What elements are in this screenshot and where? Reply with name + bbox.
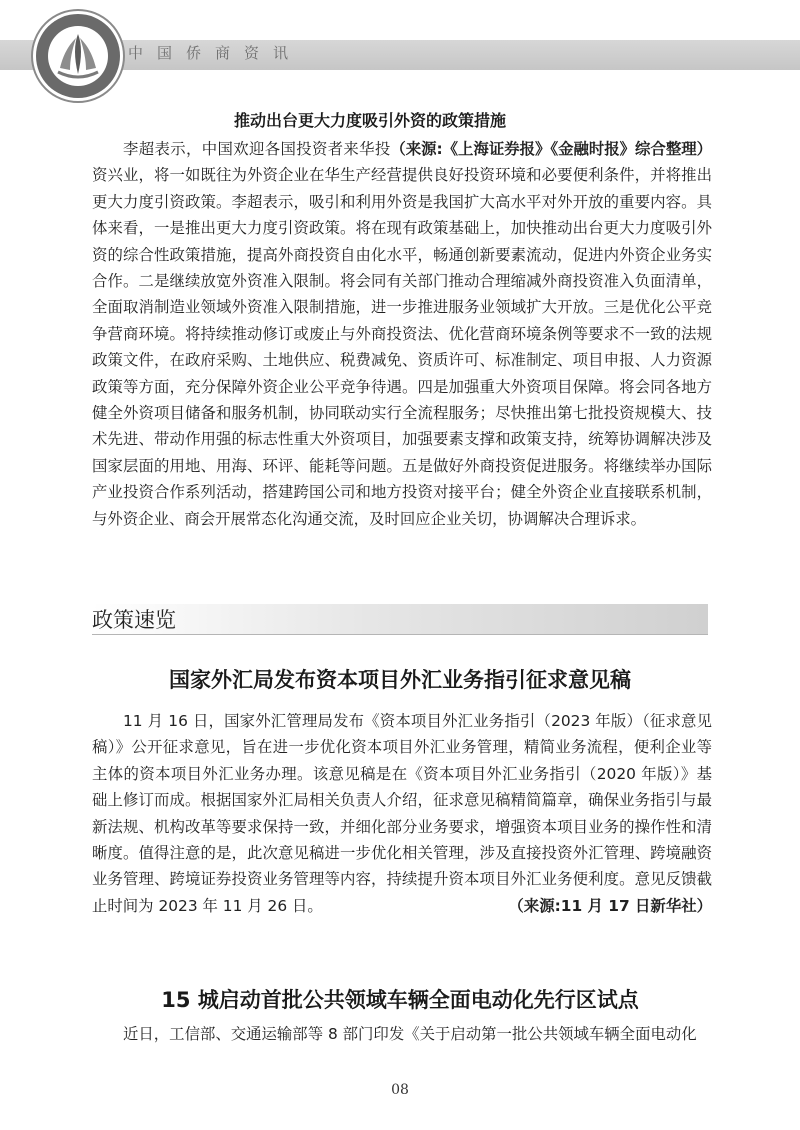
logo-emblem bbox=[30, 8, 126, 104]
section-title: 政策速览 bbox=[92, 608, 176, 632]
source-note: （来源:《上海证券报》《金融时报》综合整理） bbox=[390, 140, 712, 158]
section-bar bbox=[92, 604, 708, 635]
source-note: （来源:11 月 17 日新华社） bbox=[508, 896, 712, 915]
news-title: 国家外汇局发布资本项目外汇业务指引征求意见稿 bbox=[169, 668, 631, 692]
news-paragraph: 11 月 16 日，国家外汇管理局发布《资本项目外汇业务指引（2023 年版）（征求意见稿）》公开征求意见，旨在进一步优化资本项目外汇业务管理，精简业务流程，便利企业等主体的资本项目外汇业务办理。该意见稿是在《资本项目外汇业务指引（2020 年版）》基础上修订而成。根据国家外汇局相关负责人介绍，征求意见稿精简篇章，确保业务指引与最新法规、机构改革等要求保持一致，并细化部分业务要求，增强资本项目业务的操作性和清晰度。值得注意的是，此次意见稿进一步优化相关管理，涉及直接投资外汇管理、跨境融资业务管理、跨境证券投资业务管理等内容，持续提升资本项目外汇业务便利度。意见反馈截止时间为 2023 年 11 月 26 日。 bbox=[92, 712, 712, 915]
article-body bbox=[92, 136, 712, 532]
news-body bbox=[92, 1021, 712, 1047]
news-title: 15 城启动首批公共领域车辆全面电动化先行区试点 bbox=[161, 988, 639, 1012]
article-paragraph: 李超表示，中国欢迎各国投资者来华投资兴业，将一如既往为外资企业在华生产经营提供良好投资环境和必要便利条件，并将推出更大力度引资政策。李超表示，吸引和利用外资是我国扩大高水平对外开放的重要内容。具体来看，一是推出更大力度引资政策。将在现有政策基础上，加快推动出台更大力度吸引外资的综合性政策措施，提高外商投资自由化水平，畅通创新要素流动，促进内外资企业务实合作。二是继续放宽外资准入限制。将会同有关部门推动合理缩减外商投资准入负面清单，全面取消制造业领域外资准入限制措施，进一步推进服务业领域扩大开放。三是优化公平竞争营商环境。将持续推动修订或废止与外商投资法、优化营商环境条例等要求不一致的法规政策文件，在政府采购、土地供应、税费减免、资质许可、标准制定、项目申报、人力资源政策等方面，充分保障外资企业公平竞争待遇。四是加强重大外资项目保障。将会同各地方健全外资项目储备和服务机制，协同联动实行全流程服务；尽快推出第七批投资规模大、技术先进、带动作用强的标志性重大外资项目，加强要素支撑和政策支持，统筹协调解决涉及国家层面的用地、用海、环评、能耗等问题。五是做好外商投资促进服务。将继续举办国际产业投资合作系列活动，搭建跨国公司和地方投资对接平台；健全外资企业直接联系机制，与外资企业、商会开展常态化沟通交流，及时回应企业关切，协调解决合理诉求。 bbox=[92, 140, 712, 528]
header-title: 中国侨商资讯 bbox=[128, 44, 303, 62]
news-paragraph: 近日，工信部、交通运输部等 8 部门印发《关于启动第一批公共领域车辆全面电动化 bbox=[123, 1025, 697, 1043]
article-heading: 推动出台更大力度吸引外资的政策措施 bbox=[233, 111, 506, 130]
page-number: 08 bbox=[391, 1082, 409, 1098]
news-body bbox=[92, 708, 712, 919]
